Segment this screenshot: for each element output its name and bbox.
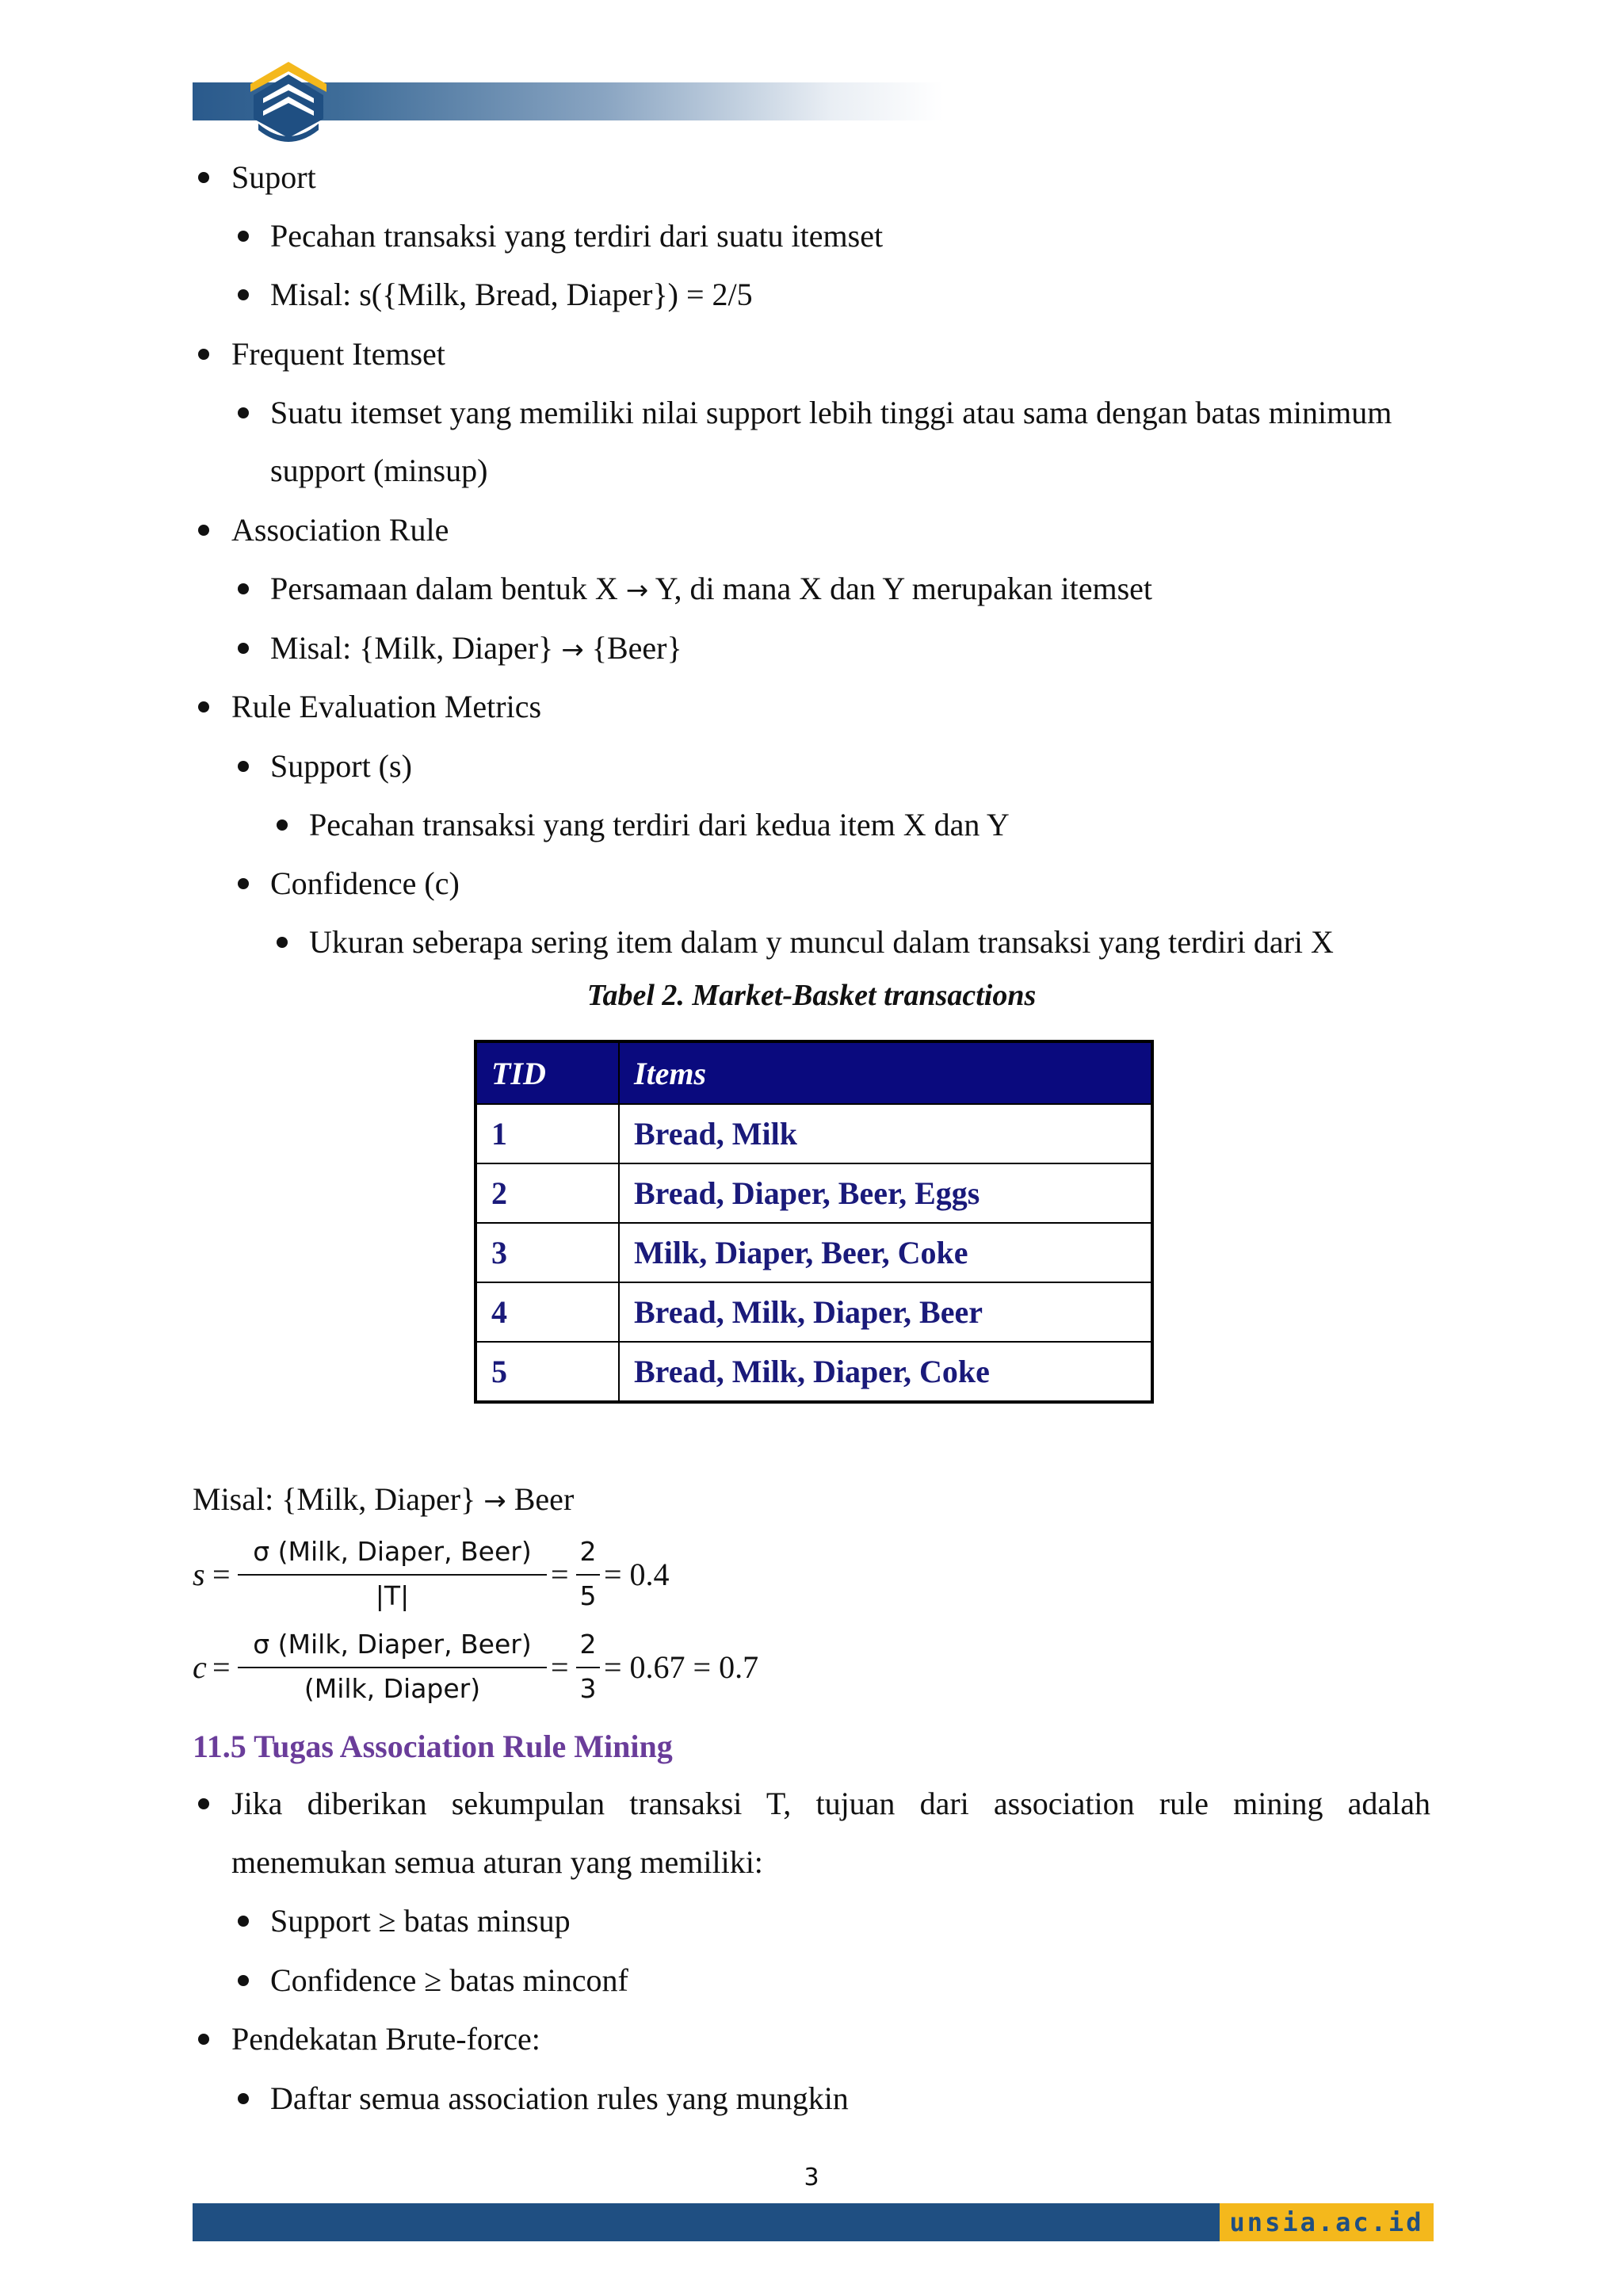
text-part: Misal: {Milk, Diaper} — [270, 630, 562, 666]
bullet-dot — [238, 1916, 249, 1927]
bullet-text: Daftar semua association rules yang mungkin — [270, 2080, 849, 2116]
bullet-dot — [198, 172, 209, 183]
footer-bar — [193, 2203, 1220, 2241]
table-header-row — [475, 1041, 1152, 1104]
bullet-text: Confidence (c) — [270, 865, 460, 901]
items-cell: Bread, Diaper, Beer, Eggs — [619, 1163, 1152, 1223]
formula-c-fraction — [238, 1629, 547, 1705]
text-part: Y, di mana X dan Y merupakan itemset — [648, 571, 1153, 606]
formula-s-variable: s — [193, 1557, 205, 1592]
arrow-right-icon: → — [625, 575, 649, 606]
tid-cell: 4 — [475, 1282, 619, 1342]
bullet-dot — [198, 1798, 209, 1809]
formula-c-equals: = — [212, 1649, 231, 1685]
items-cell: Bread, Milk — [619, 1104, 1152, 1163]
table-row — [475, 1163, 1152, 1223]
formula-s-equals-2: = — [551, 1557, 569, 1592]
transactions-table — [474, 1040, 1154, 1404]
footer-site-link[interactable]: unsia.ac.id — [1220, 2203, 1434, 2241]
table-row — [475, 1104, 1152, 1163]
bullet-text: Suport — [231, 159, 316, 195]
formula-c-value-fraction — [576, 1629, 600, 1705]
text-part: {Beer} — [583, 630, 682, 666]
formula-s-fraction — [238, 1536, 547, 1612]
bullet-dot — [238, 289, 249, 300]
bullet-dot — [277, 819, 288, 831]
formula-c-result: = 0.67 = 0.7 — [604, 1649, 759, 1685]
bullet-text: Confidence ≥ batas minconf — [270, 1962, 628, 1998]
bullet-dot — [238, 643, 249, 654]
fraction-denominator: 3 — [579, 1673, 597, 1704]
arrow-right-icon: → — [561, 634, 584, 666]
bullet-text: Suatu itemset yang memiliki nilai support lebih tinggi atau sama dengan batas minimum — [270, 395, 1392, 430]
example-text — [193, 1480, 574, 1520]
bullet-dot — [238, 583, 249, 594]
bullet-dot — [238, 1975, 249, 1986]
fraction-bar — [238, 1667, 547, 1668]
fraction-bar — [576, 1667, 600, 1668]
bullet-dot — [238, 878, 249, 889]
paragraph-line: menemukan semua aturan yang memiliki: — [231, 1844, 763, 1880]
fraction-bar — [576, 1574, 600, 1576]
text-part: Misal: {Milk, Diaper} — [193, 1481, 484, 1517]
fraction-bar — [238, 1574, 547, 1576]
fraction-denominator: (Milk, Diaper) — [304, 1673, 481, 1704]
bullet-dot — [198, 701, 209, 712]
items-cell: Milk, Diaper, Beer, Coke — [619, 1223, 1152, 1282]
formula-s-value-fraction — [576, 1536, 600, 1612]
bullet-text: Pecahan transaksi yang terdiri dari kedua item X dan Y — [309, 807, 1010, 842]
column-header: Items — [619, 1041, 1152, 1104]
text-part: Persamaan dalam bentuk X — [270, 571, 626, 606]
bullet-text: Pendekatan Brute-force: — [231, 2021, 540, 2057]
bullet-text — [270, 570, 1152, 609]
tid-cell: 3 — [475, 1223, 619, 1282]
fraction-denominator: |T| — [375, 1580, 410, 1611]
bullet-dot — [238, 407, 249, 418]
fraction-numerator: 2 — [579, 1629, 597, 1660]
table-row — [475, 1223, 1152, 1282]
bullet-text: Association Rule — [231, 512, 449, 548]
bullet-text-continued: support (minsup) — [270, 453, 488, 488]
bullet-dot — [198, 525, 209, 536]
table-row — [475, 1342, 1152, 1402]
bullet-text: Frequent Itemset — [231, 336, 445, 372]
bullet-text — [270, 629, 682, 669]
text-part: Beer — [506, 1481, 575, 1517]
table-row — [475, 1282, 1152, 1342]
bullet-dot — [238, 231, 249, 242]
bullet-text: Ukuran seberapa sering item dalam y muncul dalam transaksi yang terdiri dari X — [309, 924, 1334, 960]
tid-cell: 1 — [475, 1104, 619, 1163]
bullet-text: Rule Evaluation Metrics — [231, 689, 542, 724]
fraction-numerator: σ (Milk, Diaper, Beer) — [253, 1536, 532, 1567]
formula-c-variable: c — [193, 1649, 207, 1685]
tid-cell: 5 — [475, 1342, 619, 1402]
formula-c-equals-2: = — [551, 1649, 569, 1685]
bullet-dot — [277, 937, 288, 948]
formula-s-equals: = — [212, 1557, 231, 1592]
bullet-dot — [238, 761, 249, 772]
tid-cell: 2 — [475, 1163, 619, 1223]
table-caption: Tabel 2. Market-Basket transactions — [586, 979, 1037, 1012]
university-logo — [247, 60, 330, 149]
paragraph-line: Jika diberikan sekumpulan transaksi T, tujuan dari association rule mining adalah — [231, 1786, 1430, 1821]
formula-s-result: = 0.4 — [604, 1557, 670, 1592]
fraction-denominator: 5 — [579, 1580, 597, 1611]
bullet-text: Misal: s({Milk, Bread, Diaper}) = 2/5 — [270, 277, 753, 312]
items-cell: Bread, Milk, Diaper, Beer — [619, 1282, 1152, 1342]
section-heading: 11.5 Tugas Association Rule Mining — [193, 1729, 673, 1764]
items-cell: Bread, Milk, Diaper, Coke — [619, 1342, 1152, 1402]
bullet-dot — [198, 349, 209, 360]
bullet-text: Support (s) — [270, 748, 412, 784]
fraction-numerator: 2 — [579, 1536, 597, 1567]
column-header: TID — [475, 1041, 619, 1104]
bullet-text: Support ≥ batas minsup — [270, 1903, 571, 1939]
arrow-right-icon: → — [483, 1485, 506, 1517]
bullet-text: Pecahan transaksi yang terdiri dari suatu itemset — [270, 218, 884, 254]
bullet-dot — [198, 2034, 209, 2045]
fraction-numerator: σ (Milk, Diaper, Beer) — [253, 1629, 532, 1660]
bullet-dot — [238, 2093, 249, 2104]
page-number: 3 — [804, 2164, 819, 2191]
